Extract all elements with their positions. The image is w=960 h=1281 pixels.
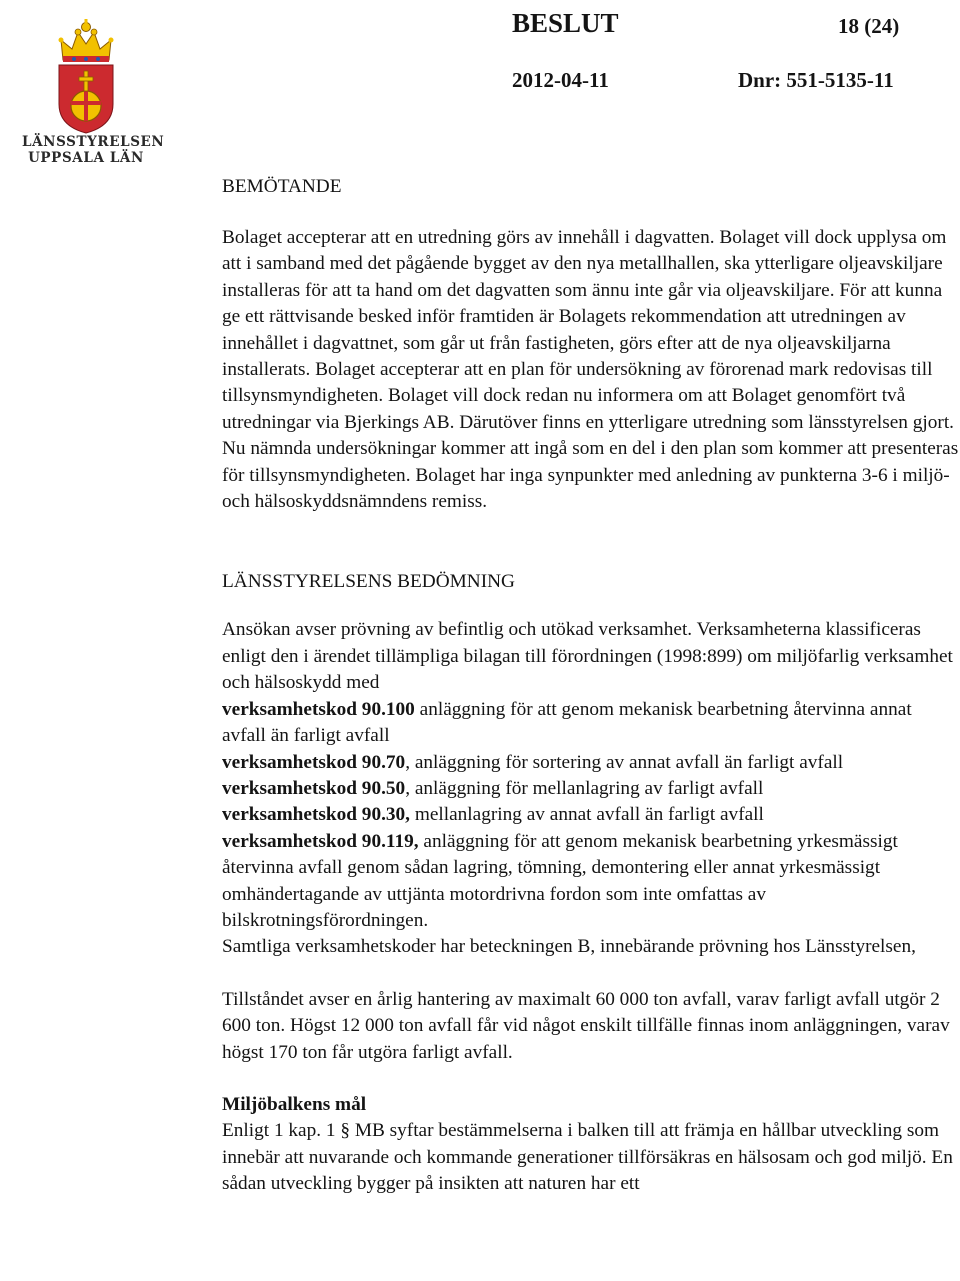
activity-code-description: , anläggning för sortering av annat avfall än farligt avfall (405, 751, 844, 773)
activity-code-item (222, 697, 960, 750)
section-heading-bedomning: LÄNSSTYRELSENS BEDÖMNING (222, 571, 515, 593)
county-logo (22, 16, 165, 166)
activity-code-summary: Samtliga verksamhetskoder har beteckningen B, innebärande prövning hos Länsstyrelsen, (222, 936, 916, 958)
bemotande-paragraph: Bolaget accepterar att en utredning görs av innehåll i dagvatten. Bolaget vill dock upplysa om att i samband med det pågående bygget av den nya metallhallen, ska ytterligare oljeavskiljare installeras för att ta hand om det dagvatten som ännu inte går via oljeavskiljare. För att kunna ge ett rättvisande besked inför framtiden är Bolagets rekommendation att utredningen av innehållet i dagvattnet, som går ut från fastigheten, görs efter att de nya oljeavskiljarna installerats. Bolaget accepterar att en plan för undersökning av förorenad mark redovisas till tillsynsmyndigheten. Bolaget vill dock redan nu informera om att Bolaget genomfört två utredningar via Bjerkings AB. Därutöver finns en ytterligare utredning som länsstyrelsen gjort. Nu nämnda undersökningar kommer att ingå som en del i den plan som kommer att presenteras för tillsynsmyndigheten. Bolaget har inga synpunkter med anledning av punkterna 3-6 i miljö- och hälsoskyddsnämndens remiss. (222, 227, 959, 513)
activity-code-description: anläggning för att genom mekanisk bearbetning återvinna annat avfall än farligt avfall (222, 698, 912, 747)
activity-code: verksamhetskod 90.119, (222, 830, 419, 852)
document-date: 2012-04-11 (512, 68, 609, 92)
activity-code-description: , anläggning för mellanlagring av farligt avfall (405, 777, 764, 799)
activity-code-list (222, 697, 960, 935)
logo-line-1: LÄNSSTYRELSEN (22, 134, 165, 150)
activity-code: verksamhetskod 90.100 (222, 698, 415, 720)
document-reference: Dnr: 551-5135-11 (738, 68, 894, 92)
logo-line-2: UPPSALA LÄN (28, 150, 144, 166)
activity-code: verksamhetskod 90.50 (222, 777, 406, 799)
activity-code-item (222, 802, 960, 828)
crown-shield-icon (55, 16, 117, 134)
activity-code-item (222, 829, 960, 935)
bedomning-intro: Ansökan avser prövning av befintlig och utökad verksamhet. Verksamheterna klassificeras enligt den i ärendet tillämpliga bilagan till förordningen (1998:899) om miljöfarlig verksamhet och hälsoskydd med (222, 619, 953, 694)
activity-code-item (222, 776, 960, 802)
page-number: 18 (24) (838, 14, 900, 38)
section-heading-bemotande: BEMÖTANDE (222, 176, 342, 197)
document-type: BESLUT (512, 8, 619, 38)
activity-code-item (222, 750, 960, 776)
activity-code-description: anläggning för att genom mekanisk bearbetning yrkesmässigt återvinna avfall genom sådan lagring, tömning, demontering eller annat yrkesmässigt omhändertagande av uttjänta motordrivna fordon som inte omfattas av bilskrotningsförordningen. (222, 830, 898, 931)
activity-code-description: mellanlagring av annat avfall än farligt avfall (410, 804, 764, 826)
activity-code: verksamhetskod 90.30, (222, 804, 411, 826)
section-heading-miljobalken: Miljöbalkens mål (222, 1093, 367, 1115)
permit-volume-paragraph: Tillståndet avser en årlig hantering av maximalt 60 000 ton avfall, varav farligt avfall utgör 2 600 ton. Högst 12 000 ton avfall får vid något enskilt tillfälle finnas inom anläggningen, varav högst 170 ton får utgöra farligt avfall. (222, 988, 950, 1063)
miljobalken-paragraph: Enligt 1 kap. 1 § MB syftar bestämmelserna i balken till att främja en hållbar utveckling som innebär att nuvarande och kommande generationer tillförsäkras en hälsosam och god miljö. En sådan utveckling bygger på insikten att naturen har ett (222, 1120, 953, 1195)
activity-code: verksamhetskod 90.70 (222, 751, 406, 773)
document-body (222, 172, 960, 1198)
